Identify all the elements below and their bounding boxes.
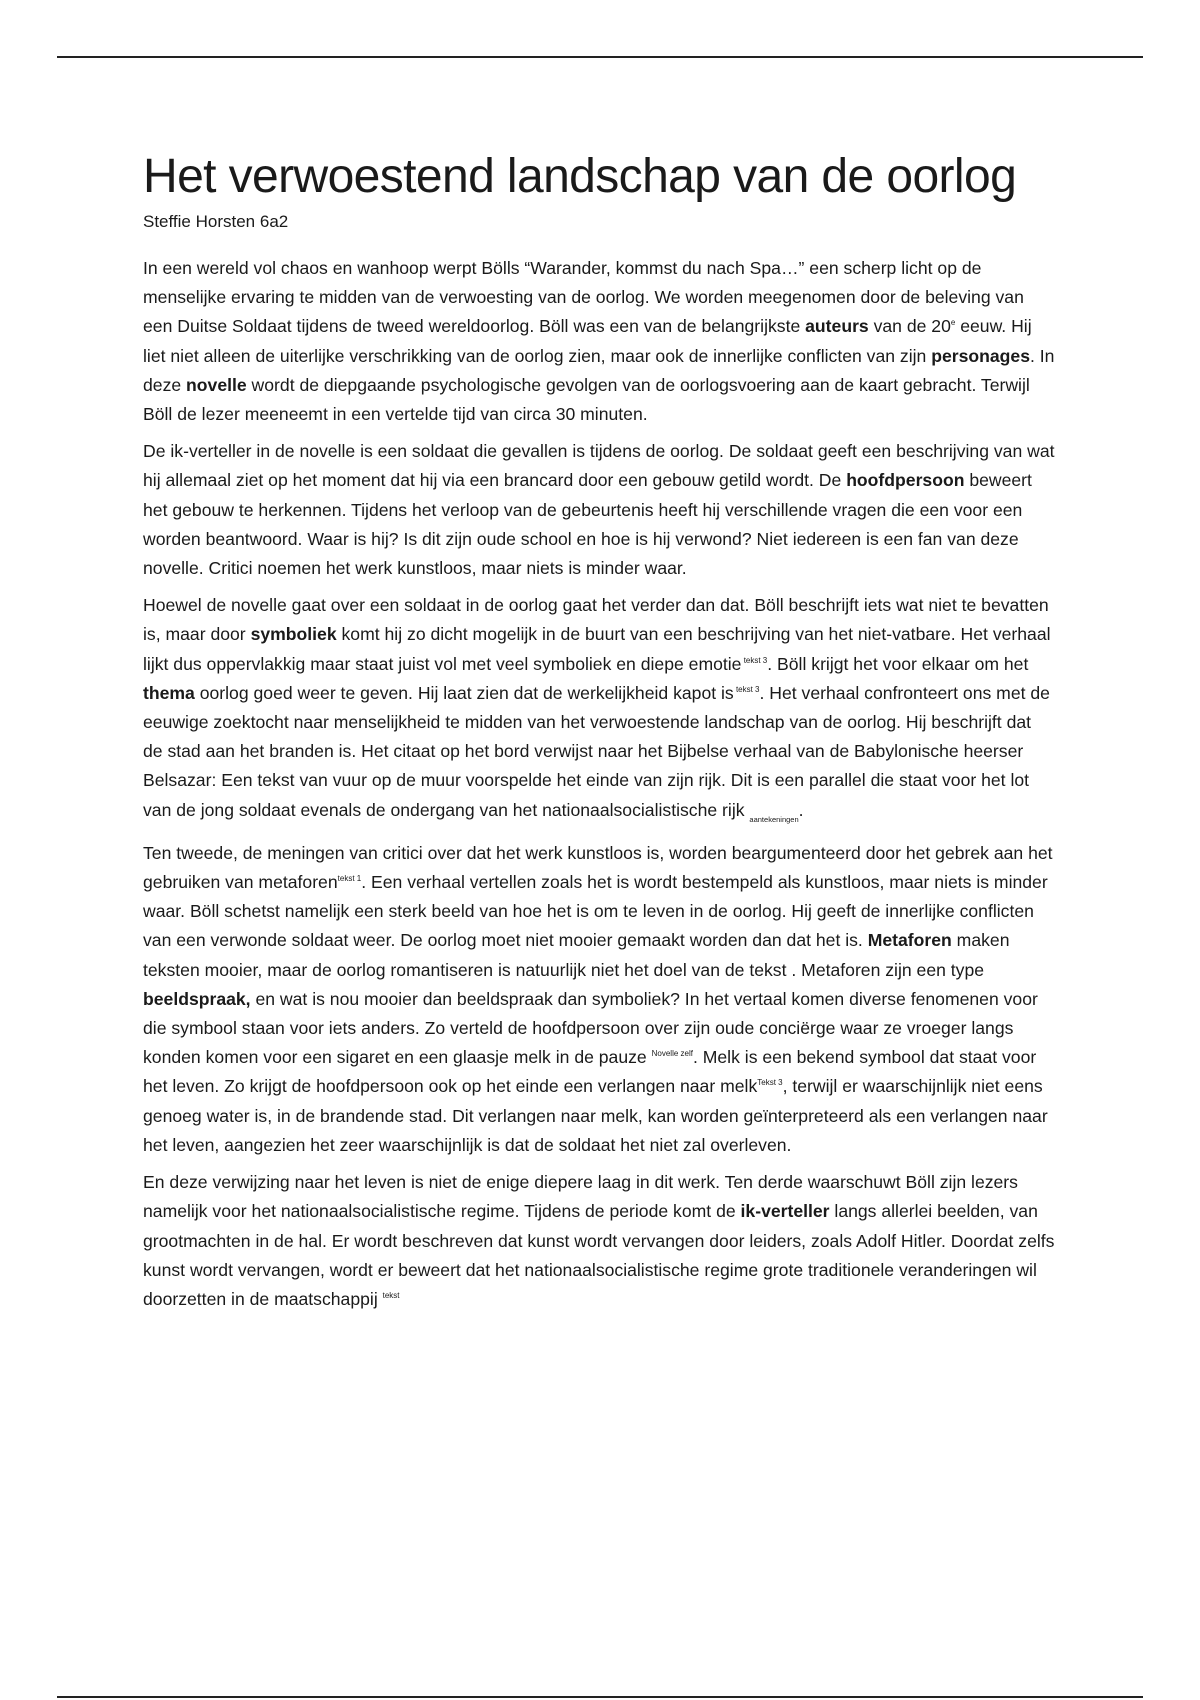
- paragraph-metaphors: [143, 839, 1055, 1160]
- footnote-reference: tekst 3: [741, 655, 768, 665]
- text-run: . Melk is een bekend symbool dat staat voor het leven. Zo krijgt de hoofdpersoon ook op het einde een verlangen naar melk: [143, 1047, 1037, 1097]
- text-run: . Böll krijgt het voor elkaar om het: [767, 653, 1029, 674]
- bold-term-hoofdpersoon: hoofdpersoon: [846, 470, 965, 491]
- bottom-rule: [57, 1696, 1143, 1698]
- text-run: , terwijl er waarschijnlijk niet eens genoeg water is, in de brandende stad. Dit verlangen naar melk, kan worden geïnterpreteerd als een verlangen naar het leven, aangezien het zeer waarschijnlijk is dat de soldaat het niet zal overleven.: [143, 1076, 1048, 1155]
- text-run: eeuw. Hij liet niet alleen de uiterlijke verschrikking van de oorlog zien, maar ook de innerlijke conflicten van zijn: [143, 316, 1032, 366]
- text-run: van de 20: [868, 316, 951, 337]
- text-run: .: [798, 799, 804, 820]
- text-run: De ik-verteller in de novelle is een soldaat die gevallen is tijdens de oorlog. De soldaat geeft een beschrijving van wat hij allemaal ziet op het moment dat hij via een brancard door een gebouw getild wordt. De: [143, 441, 1055, 491]
- top-rule: [57, 56, 1143, 58]
- footnote-reference: tekst: [382, 1290, 400, 1300]
- text-run: In een wereld vol chaos en wanhoop werpt Bölls “Warander, kommst du nach Spa…” een scherp licht op de menselijke ervaring te midden van de verwoesting van de oorlog. We worden meegenomen door de beleving van een Duitse Soldaat tijdens de tweed wereldoorlog. Böll was een van de belangrijkste: [143, 258, 1024, 337]
- text-run: maken teksten mooier, maar de oorlog romantiseren is natuurlijk niet het doel van de tekst . Metaforen zijn een type: [143, 930, 1010, 980]
- text-run: En deze verwijzing naar het leven is niet de enige diepere laag in dit werk. Ten derde waarschuwt Böll zijn lezers namelijk voor het nationaalsocialistische regime. Tijdens de periode komt de: [143, 1172, 1018, 1222]
- footnote-reference: tekst 3: [733, 684, 760, 694]
- paragraph-intro: [143, 254, 1055, 429]
- text-run: . Een verhaal vertellen zoals het is wordt bestempeld als kunstloos, maar niets is minder waar. Böll schetst namelijk een sterk beeld van hoe het is om te leven in de oorlog. Hij geeft de innerlijke conflicten van een verwonde soldaat weer. De oorlog moet niet mooier gemaakt worden dan dat het is.: [143, 872, 1048, 951]
- bold-term-personages: personages: [931, 345, 1030, 366]
- text-run: langs allerlei beelden, van grootmachten in de hal. Er wordt beschreven dat kunst wordt vervangen door leiders, zoals Adolf Hitler. Doordat zelfs kunst wordt vervangen, wordt er beweert dat het nationaalsocialistische regime grote traditionele veranderingen wil doorzetten in de maatschappij: [143, 1201, 1055, 1309]
- bold-term-thema: thema: [143, 682, 195, 703]
- bold-term-ik-verteller: ik-verteller: [740, 1201, 830, 1222]
- text-run: komt hij zo dicht mogelijk in de buurt van een beschrijving van het niet-vatbare. Het verhaal lijkt dus oppervlakkig maar staat juist vol met veel symboliek en diepe emotie: [143, 624, 1051, 674]
- bold-term-symboliek: symboliek: [250, 624, 337, 645]
- text-run: wordt de diepgaande psychologische gevolgen van de oorlogsvoering aan de kaart gebracht. Terwijl Böll de lezer meeneemt in een vertelde tijd van circa 30 minuten.: [143, 374, 1030, 425]
- document-page: [143, 148, 1055, 1314]
- text-run: beweert het gebouw te herkennen. Tijdens het verloop van de gebeurtenis heeft hij verschillende vragen die een voor een worden beantwoord. Waar is hij? Is dit zijn oude school en hoe is hij verwond? Niet iedereen is een fan van deze novelle. Critici noemen het werk kunstloos, maar niets is minder waar.: [143, 470, 1032, 579]
- text-run: Ten tweede, de meningen van critici over dat het werk kunstloos is, worden beargumenteerd door het gebrek aan het gebruiken van metaforen: [143, 842, 1053, 893]
- bold-term-auteurs: auteurs: [805, 316, 869, 337]
- paragraph-regime: [143, 1168, 1055, 1314]
- paragraph-symbolism: [143, 591, 1055, 825]
- bold-term-metaforen: Metaforen: [867, 930, 952, 951]
- author-line: Steffie Horsten 6a2: [143, 212, 289, 231]
- footnote-reference: aantekeningen: [749, 814, 799, 824]
- bold-term-novelle: novelle: [186, 374, 247, 395]
- superscript-ordinal: e: [950, 318, 956, 328]
- document-title: Het verwoestend landschap van de oorlog: [143, 150, 1017, 203]
- text-run: oorlog goed weer te geven. Hij laat zien dat de werkelijkheid kapot is: [194, 682, 734, 703]
- footnote-reference: Novelle zelf: [651, 1049, 693, 1059]
- footnote-reference: tekst 1: [337, 874, 362, 884]
- footnote-reference: Tekst 3: [757, 1078, 783, 1088]
- text-run: Hoewel de novelle gaat over een soldaat in de oorlog gaat het verder dan dat. Böll beschrijft iets wat niet te bevatten is, maar door: [143, 595, 1049, 645]
- paragraph-summary: [143, 437, 1055, 583]
- text-run: . In deze: [143, 345, 1055, 395]
- bold-term-beeldspraak: beeldspraak,: [143, 988, 251, 1009]
- text-run: . Het verhaal confronteert ons met de eeuwige zoektocht naar menselijkheid te midden van het verwoestende landschap van de oorlog. Hij beschrijft dat de stad aan het branden is. Het citaat op het bord verwijst naar het Bijbelse verhaal van de Babylonische heerser Belsazar: Een tekst van vuur op de muur voorspelde het einde van zijn rijk. Dit is een parallel die staat voor het lot van de jong soldaat evenals de ondergang van het nationaalsocialistische rijk: [143, 682, 1050, 820]
- text-run: en wat is nou mooier dan beeldspraak dan symboliek? In het vertaal komen diverse fenomenen voor die symbool staan voor iets anders. Zo verteld de hoofdpersoon over zijn oude conciërge waar ze vroeger langs konden komen voor een sigaret en een glaasje melk in de pauze: [143, 988, 1038, 1068]
